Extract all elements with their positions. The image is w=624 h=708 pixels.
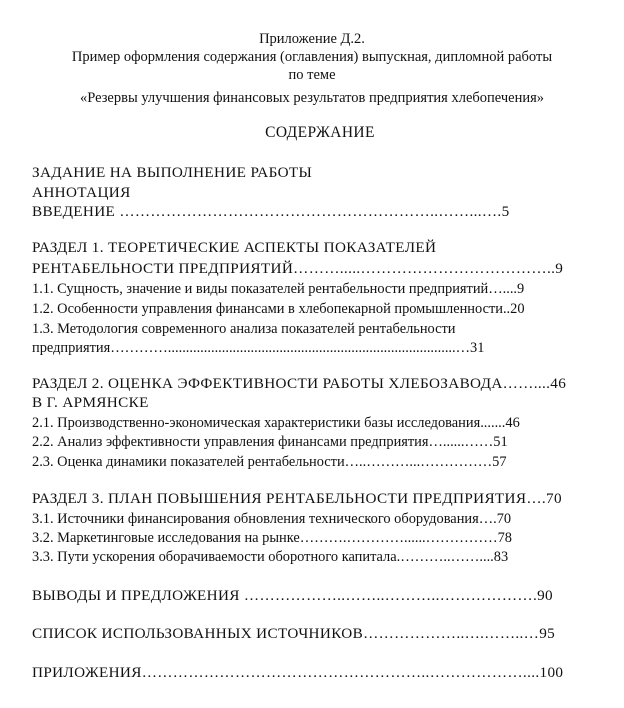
topic-title: «Резервы улучшения финансовых результатов предприятия хлебопечения» — [79, 90, 545, 106]
toc-item-1-3-cont: предприятия…………................................................................................…31 — [32, 340, 485, 356]
toc-item-references: СПИСОК ИСПОЛЬЗОВАННЫХ ИСТОЧНИКОВ………………..….……..…95 — [32, 625, 556, 642]
toc-item-3-2: 3.2. Маркетинговые исследования на рынке……….…………......……………78 — [32, 530, 512, 546]
toc-item-2-3: 2.3. Оценка динамики показателей рентабельности…..………...……………57 — [32, 454, 507, 470]
toc-item-1-3: 1.3. Методология современного анализа показателей рентабельности — [32, 321, 456, 337]
toc-item-section-2-cont: В Г. АРМЯНСКЕ — [32, 394, 149, 411]
toc-item-conclusions: ВЫВОДЫ И ПРЕДЛОЖЕНИЯ ………………..……..………..……………….90 — [32, 587, 553, 604]
toc-item-2-1: 2.1. Производственно-экономическая характеристики базы исследования.......46 — [32, 415, 520, 431]
toc-item-introduction: ВВЕДЕНИЕ ……………………………………………………..……...….5 — [32, 203, 510, 220]
toc-item-2-2: 2.2. Анализ эффективности управления финансами предприятия…......……51 — [32, 434, 508, 450]
toc-item-section-3: РАЗДЕЛ 3. ПЛАН ПОВЫШЕНИЯ РЕНТАБЕЛЬНОСТИ ПРЕДПРИЯТИЯ….70 — [32, 490, 562, 507]
toc-heading: СОДЕРЖАНИЕ — [265, 124, 375, 141]
toc-item-section-1: РАЗДЕЛ 1. ТЕОРЕТИЧЕСКИЕ АСПЕКТЫ ПОКАЗАТЕЛЕЙ — [32, 239, 437, 256]
description-line-1: Пример оформления содержания (оглавления) выпускная, дипломной работы — [71, 49, 553, 65]
appendix-label: Приложение Д.2. — [259, 31, 365, 47]
toc-item-section-2: РАЗДЕЛ 2. ОЦЕНКА ЭФФЕКТИВНОСТИ РАБОТЫ ХЛЕБОЗАВОДА……....46 — [32, 375, 567, 392]
toc-item-1-2: 1.2. Особенности управления финансами в хлебопекарной промышленности..20 — [32, 301, 525, 317]
toc-item-1-1: 1.1. Сущность, значение и виды показателей рентабельности предприятий…....9 — [32, 281, 525, 297]
toc-item-assignment: ЗАДАНИЕ НА ВЫПОЛНЕНИЕ РАБОТЫ — [32, 164, 313, 181]
toc-item-3-1: 3.1. Источники финансирования обновления технического оборудования….70 — [32, 511, 512, 527]
toc-item-3-3: 3.3. Пути ускорения оборачиваемости оборотного капитала.………..……....83 — [32, 549, 509, 565]
toc-item-section-1-cont: РЕНТАБЕЛЬНОСТИ ПРЕДПРИЯТИЙ……….....………………………………..9 — [32, 260, 564, 277]
description-line-2: по теме — [288, 67, 336, 83]
toc-item-appendices: ПРИЛОЖЕНИЯ………………………………………………..………………....100 — [32, 664, 564, 681]
toc-item-annotation: АННОТАЦИЯ — [32, 184, 131, 201]
